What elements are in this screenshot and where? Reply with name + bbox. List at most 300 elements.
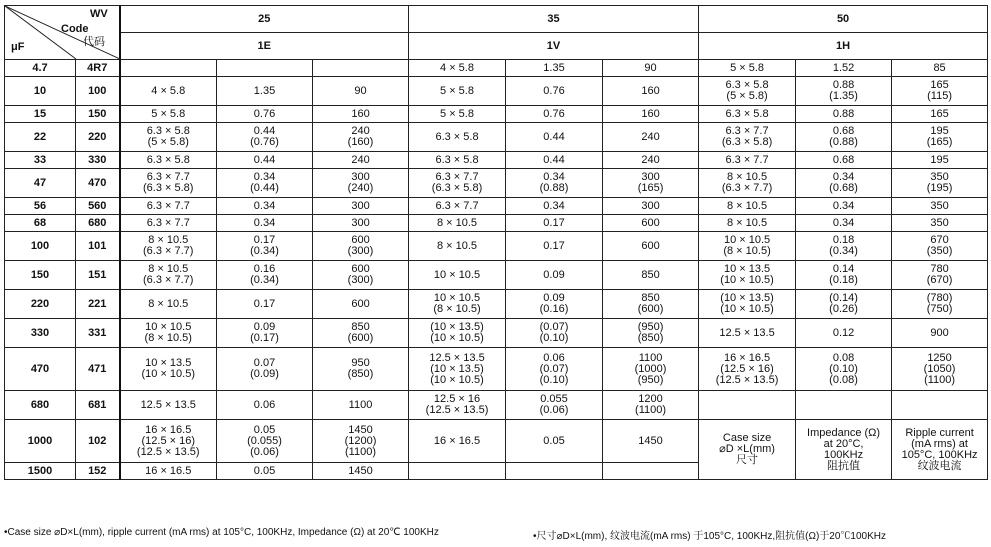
cell-value: 350 — [930, 171, 949, 183]
table-row — [5, 261, 988, 290]
cell-value: 165 — [930, 107, 949, 120]
impedance-cell-35v — [506, 77, 603, 106]
capacitance-cell: 22 — [5, 123, 76, 152]
table-row — [5, 420, 988, 463]
case-size-cell-25v — [120, 215, 217, 232]
cell-value: 12.5 × 13.5 — [140, 398, 196, 411]
ripple-current-cell-35v — [603, 198, 699, 215]
cell-value: 16 × 16.5 — [433, 434, 481, 447]
case-size-cell-25v — [120, 106, 217, 123]
case-size-cell-50v — [699, 198, 796, 215]
ripple-current-cell-35v — [603, 169, 699, 198]
case-size-cell-25v — [120, 77, 217, 106]
cell-value: 0.44 — [543, 130, 565, 143]
cell-value: 300 — [351, 216, 370, 229]
cell-value: (240) — [347, 182, 374, 194]
case-size-cell-25v — [120, 152, 217, 169]
cell-value: (0.34) — [250, 245, 279, 257]
table-row — [5, 169, 988, 198]
ripple-current-cell-35v — [603, 232, 699, 261]
cell-value: (0.10) — [829, 362, 858, 375]
cell-value: 6.3 × 5.8 — [146, 125, 190, 137]
impedance-cell-25v — [217, 169, 313, 198]
cell-value: (0.16) — [539, 303, 569, 315]
cell-value: 0.06 — [543, 351, 565, 364]
cell-value: 850 — [641, 268, 660, 281]
case-size-cell-35v — [409, 261, 506, 290]
cell-value: (12.5 × 16) — [720, 362, 774, 375]
case-size-cell-25v — [120, 261, 217, 290]
cell-value: (0.055) — [247, 434, 282, 447]
cell-value: (0.07) — [539, 321, 569, 333]
impedance-cell-35v — [506, 198, 603, 215]
cell-value: 5 × 5.8 — [151, 107, 186, 120]
case-size-cell-35v — [409, 152, 506, 169]
cell-value: 0.05 — [253, 464, 276, 477]
cell-value: 0.05 — [253, 423, 276, 436]
cell-value: 0.34 — [253, 199, 276, 212]
impedance-cell-50v — [796, 232, 892, 261]
ripple-current-cell-50v — [892, 391, 988, 420]
impedance-cell-50v — [796, 152, 892, 169]
code-cell: 560 — [76, 198, 120, 215]
cell-value: 0.68 — [832, 125, 855, 137]
impedance-cell-50v — [796, 319, 892, 348]
ripple-current-cell-25v — [313, 60, 409, 77]
cell-value: 0.17 — [543, 239, 565, 252]
cell-value: (0.44) — [250, 182, 279, 194]
cell-value: 300 — [351, 199, 370, 212]
case-size-cell-25v — [120, 463, 217, 480]
case-size-cell-35v — [409, 420, 506, 463]
cell-value: 6.3 × 7.7 — [146, 171, 190, 183]
cell-value: 0.44 — [543, 153, 565, 166]
cell-value: 10 × 10.5 — [433, 268, 481, 281]
cell-value: 8 × 10.5 — [148, 297, 189, 310]
cell-value: 5 × 5.8 — [730, 61, 765, 74]
cell-value: 4 × 5.8 — [151, 84, 186, 97]
ripple-current-cell-50v — [892, 261, 988, 290]
capacitance-cell: 33 — [5, 152, 76, 169]
capacitance-cell: 470 — [5, 348, 76, 391]
ripple-current-cell-50v — [892, 290, 988, 319]
cell-value: 950 — [351, 357, 370, 369]
impedance-cell-50v — [796, 261, 892, 290]
cell-value: (10 × 13.5) — [720, 292, 774, 304]
table-row — [5, 198, 988, 215]
cell-value: 0.18 — [832, 234, 855, 246]
code-header-1h: 1H — [699, 33, 988, 60]
case-size-cell-25v — [120, 348, 217, 391]
cell-value: 1450 — [638, 434, 663, 447]
cell-value: (0.07) — [539, 362, 569, 375]
ripple-current-cell-25v — [313, 420, 409, 463]
cell-value: 6.3 × 7.7 — [146, 199, 190, 212]
legend-ripple-current — [892, 420, 988, 480]
ripple-current-cell-25v — [313, 463, 409, 480]
cell-value: 0.08 — [832, 351, 855, 364]
code-cell: 102 — [76, 420, 120, 463]
case-size-cell-25v — [120, 232, 217, 261]
capacitor-spec-table — [4, 5, 988, 480]
capacitance-cell: 1000 — [5, 420, 76, 463]
case-size-cell-25v — [120, 290, 217, 319]
case-size-cell-25v — [120, 123, 217, 152]
cell-value: 6.3 × 7.7 — [725, 153, 769, 166]
cell-value: 5 × 5.8 — [440, 84, 474, 97]
cell-value: 1.35 — [253, 84, 276, 97]
cell-value: 0.07 — [253, 357, 276, 369]
legend-case-size — [699, 420, 796, 480]
case-size-cell-50v — [699, 391, 796, 420]
cell-value: 6.3 × 5.8 — [435, 153, 479, 166]
cell-value: (115) — [927, 90, 952, 102]
cell-value: (160) — [347, 136, 374, 148]
cell-value: (6.3 × 5.8) — [431, 182, 483, 194]
cell-value: 850 — [641, 292, 660, 304]
impedance-cell-35v — [506, 463, 603, 480]
ripple-current-cell-35v — [603, 77, 699, 106]
table-row — [5, 348, 988, 391]
table-row — [5, 215, 988, 232]
cell-value: (1100) — [635, 404, 667, 416]
cell-value: (1200) — [344, 434, 377, 447]
cell-value: (165) — [637, 182, 664, 194]
impedance-cell-50v — [796, 169, 892, 198]
impedance-cell-35v — [506, 391, 603, 420]
case-size-cell-50v — [699, 290, 796, 319]
cell-value: (780) — [926, 292, 953, 304]
cell-value: (0.14) — [829, 292, 858, 304]
impedance-cell-35v — [506, 420, 603, 463]
table-row — [5, 60, 988, 77]
capacitance-cell: 100 — [5, 232, 76, 261]
cell-value: 1100 — [638, 351, 663, 364]
code-cell: 330 — [76, 152, 120, 169]
table-row — [5, 152, 988, 169]
cell-value: (5 × 5.8) — [726, 90, 768, 102]
code-cn-label: 代码 — [83, 36, 105, 48]
cell-value: 1.35 — [543, 61, 565, 74]
capacitance-cell: 10 — [5, 77, 76, 106]
legend-line: (mA rms) at — [911, 437, 968, 450]
cell-value: (350) — [926, 245, 953, 257]
cell-value: 1200 — [638, 393, 663, 405]
cell-value: (10 × 10.5) — [141, 368, 195, 380]
cell-value: 16 × 16.5 — [145, 423, 192, 436]
case-size-cell-35v — [409, 169, 506, 198]
cell-value: (6.3 × 5.8) — [143, 182, 194, 194]
cell-value: (165) — [926, 136, 953, 148]
code-cell: 470 — [76, 169, 120, 198]
ripple-current-cell-35v — [603, 391, 699, 420]
cell-value: (8 × 10.5) — [144, 332, 192, 344]
cell-value: 0.34 — [253, 216, 276, 229]
ripple-current-cell-25v — [313, 215, 409, 232]
table-row — [5, 77, 988, 106]
ripple-current-cell-50v — [892, 198, 988, 215]
cell-value: 0.17 — [253, 234, 276, 246]
capacitance-cell: 56 — [5, 198, 76, 215]
code-cell: 152 — [76, 463, 120, 480]
cell-value: 0.76 — [543, 84, 565, 97]
cell-value: 300 — [641, 171, 660, 183]
ripple-current-cell-25v — [313, 169, 409, 198]
cell-value: 300 — [641, 199, 660, 212]
cell-value: (0.06) — [250, 445, 279, 458]
ripple-current-cell-50v — [892, 106, 988, 123]
ripple-current-cell-35v — [603, 152, 699, 169]
cell-value: (0.88) — [829, 136, 858, 148]
cell-value: (6.3 × 7.7) — [721, 182, 773, 194]
capacitance-cell: 1500 — [5, 463, 76, 480]
cell-value: 12.5 × 16 — [433, 393, 481, 405]
ripple-current-cell-50v — [892, 348, 988, 391]
cell-value: (1100) — [345, 445, 376, 458]
cell-value: 0.09 — [543, 292, 565, 304]
case-size-cell-50v — [699, 319, 796, 348]
ripple-current-cell-25v — [313, 261, 409, 290]
capacitance-cell: 15 — [5, 106, 76, 123]
case-size-cell-35v — [409, 232, 506, 261]
footnote-chinese: •尺寸⌀D×L(mm), 纹波电流(mA rms) 于105°C, 100KHz,阻抗值(Ω)于20℃100KHz — [533, 531, 886, 542]
cell-value: 300 — [351, 171, 370, 183]
cell-value: (6.3 × 7.7) — [143, 274, 194, 286]
impedance-cell-25v — [217, 215, 313, 232]
cell-value: 8 × 10.5 — [148, 263, 189, 275]
cell-value: 0.34 — [832, 171, 855, 183]
cell-value: (0.18) — [829, 274, 858, 286]
cell-value: (12.5 × 13.5) — [715, 373, 779, 386]
voltage-header-25: 25 — [120, 6, 409, 33]
impedance-cell-25v — [217, 290, 313, 319]
cell-value: 8 × 10.5 — [436, 216, 478, 229]
impedance-cell-50v — [796, 215, 892, 232]
legend-line: 105°C, 100KHz — [901, 448, 978, 461]
cell-value: 0.44 — [253, 153, 276, 166]
ripple-current-cell-50v — [892, 152, 988, 169]
cell-value: 1450 — [348, 464, 373, 477]
impedance-cell-50v — [796, 106, 892, 123]
legend-line: 纹波电流 — [917, 459, 962, 472]
impedance-cell-35v — [506, 123, 603, 152]
ripple-current-cell-35v — [603, 463, 699, 480]
impedance-cell-50v — [796, 198, 892, 215]
cell-value: 0.34 — [832, 216, 855, 229]
table-row — [5, 290, 988, 319]
cell-value: 900 — [930, 326, 949, 339]
case-size-cell-25v — [120, 198, 217, 215]
cell-value: 8 × 10.5 — [727, 216, 768, 229]
case-size-cell-50v — [699, 215, 796, 232]
code-cell: 681 — [76, 391, 120, 420]
cell-value: 16 × 16.5 — [723, 351, 771, 364]
cell-value: (0.10) — [539, 332, 569, 344]
cell-value: (0.68) — [829, 182, 858, 194]
impedance-cell-35v — [506, 232, 603, 261]
cell-value: 0.34 — [543, 199, 565, 212]
cell-value: 160 — [351, 107, 370, 120]
impedance-cell-25v — [217, 232, 313, 261]
cell-value: 90 — [644, 61, 657, 74]
ripple-current-cell-25v — [313, 106, 409, 123]
cell-value: 8 × 10.5 — [727, 171, 768, 183]
cell-value: (300) — [347, 245, 374, 257]
case-size-cell-35v — [409, 391, 506, 420]
ripple-current-cell-35v — [603, 290, 699, 319]
cell-value: (600) — [347, 332, 374, 344]
capacitance-cell: 220 — [5, 290, 76, 319]
impedance-cell-50v — [796, 60, 892, 77]
case-size-cell-25v — [120, 169, 217, 198]
cell-value: 8 × 10.5 — [436, 239, 478, 252]
impedance-cell-25v — [217, 319, 313, 348]
case-size-cell-25v — [120, 420, 217, 463]
impedance-cell-25v — [217, 391, 313, 420]
cell-value: 165 — [930, 79, 949, 91]
ripple-current-cell-25v — [313, 152, 409, 169]
cell-value: 670 — [930, 234, 949, 246]
cell-value: (0.34) — [829, 245, 858, 257]
cell-value: (10 × 10.5) — [720, 274, 774, 286]
impedance-cell-25v — [217, 348, 313, 391]
cell-value: 6.3 × 5.8 — [725, 107, 769, 120]
case-size-cell-50v — [699, 106, 796, 123]
code-cell: 331 — [76, 319, 120, 348]
cell-value: (0.08) — [829, 373, 858, 386]
cell-value: 0.34 — [253, 171, 276, 183]
legend-impedance — [796, 420, 892, 480]
cell-value: 0.05 — [543, 434, 565, 447]
cell-value: 12.5 × 13.5 — [429, 351, 485, 364]
legend-line: 阻抗值 — [827, 459, 861, 472]
cell-value: (1.35) — [829, 90, 858, 102]
impedance-cell-25v — [217, 420, 313, 463]
case-size-cell-35v — [409, 77, 506, 106]
cell-value: 600 — [641, 239, 660, 252]
impedance-cell-35v — [506, 169, 603, 198]
cell-value: 240 — [351, 153, 370, 166]
legend-line: ⌀D ×L(mm) — [719, 443, 775, 455]
cell-value: 600 — [351, 297, 370, 310]
cell-value: 1100 — [348, 398, 373, 411]
cell-value: 0.88 — [832, 79, 855, 91]
cell-value: 6.3 × 7.7 — [435, 199, 479, 212]
case-size-cell-35v — [409, 215, 506, 232]
table-row — [5, 319, 988, 348]
cell-value: (6.3 × 7.7) — [143, 245, 194, 257]
cell-value: 240 — [351, 125, 370, 137]
ripple-current-cell-35v — [603, 319, 699, 348]
ripple-current-cell-35v — [603, 261, 699, 290]
cell-value: 0.34 — [832, 199, 855, 212]
cell-value: (8 × 10.5) — [433, 303, 481, 315]
case-size-cell-25v — [120, 60, 217, 77]
cell-value: 12.5 × 13.5 — [719, 326, 775, 339]
ripple-current-cell-25v — [313, 290, 409, 319]
cell-value: (0.17) — [250, 332, 279, 344]
legend-line: Ripple current — [905, 426, 974, 439]
cell-value: 240 — [641, 130, 660, 143]
header-corner-cell — [5, 6, 120, 60]
impedance-cell-50v — [796, 348, 892, 391]
cell-value: 160 — [641, 107, 660, 120]
wv-label: WV — [90, 8, 108, 20]
capacitance-cell: 47 — [5, 169, 76, 198]
cell-value: 5 × 5.8 — [440, 107, 474, 120]
cell-value: 0.14 — [832, 263, 855, 275]
case-size-cell-35v — [409, 290, 506, 319]
cell-value: 0.34 — [543, 171, 565, 183]
code-cell: 150 — [76, 106, 120, 123]
ripple-current-cell-35v — [603, 106, 699, 123]
cell-value: (8 × 10.5) — [723, 245, 771, 257]
cell-value: 6.3 × 7.7 — [435, 171, 479, 183]
impedance-cell-50v — [796, 290, 892, 319]
cell-value: (600) — [637, 303, 664, 315]
impedance-cell-35v — [506, 348, 603, 391]
cell-value: (12.5 × 13.5) — [425, 404, 489, 416]
impedance-cell-25v — [217, 463, 313, 480]
impedance-cell-25v — [217, 123, 313, 152]
impedance-cell-25v — [217, 60, 313, 77]
impedance-cell-35v — [506, 261, 603, 290]
impedance-cell-25v — [217, 198, 313, 215]
cell-value: 4 × 5.8 — [440, 61, 474, 74]
case-size-cell-35v — [409, 106, 506, 123]
ripple-current-cell-50v — [892, 60, 988, 77]
code-cell: 220 — [76, 123, 120, 152]
cell-value: (0.26) — [829, 303, 858, 315]
ripple-current-cell-50v — [892, 215, 988, 232]
ripple-current-cell-50v — [892, 169, 988, 198]
case-size-cell-50v — [699, 152, 796, 169]
impedance-cell-50v — [796, 77, 892, 106]
cell-value: 0.76 — [253, 107, 276, 120]
case-size-cell-50v — [699, 60, 796, 77]
legend-line: Case size — [722, 432, 772, 444]
code-label: Code — [61, 23, 89, 35]
cell-value: (0.34) — [250, 274, 279, 286]
ripple-current-cell-50v — [892, 319, 988, 348]
cell-value: (950) — [637, 321, 664, 333]
ripple-current-cell-25v — [313, 198, 409, 215]
ripple-current-cell-35v — [603, 348, 699, 391]
cell-value: (6.3 × 5.8) — [721, 136, 773, 148]
cell-value: (10 × 10.5) — [430, 373, 484, 386]
cell-value: (850) — [637, 332, 664, 344]
case-size-cell-50v — [699, 348, 796, 391]
cell-value: (0.06) — [539, 404, 569, 416]
cell-value: (300) — [347, 274, 374, 286]
ripple-current-cell-50v — [892, 77, 988, 106]
cell-value: 10 × 10.5 — [433, 292, 481, 304]
cell-value: (12.5 × 13.5) — [136, 445, 200, 458]
cell-value: (10 × 13.5) — [430, 362, 484, 375]
ripple-current-cell-25v — [313, 348, 409, 391]
case-size-cell-50v — [699, 232, 796, 261]
cell-value: 0.055 — [540, 393, 568, 405]
cell-value: (0.76) — [250, 136, 279, 148]
cell-value: 10 × 10.5 — [145, 321, 192, 333]
legend-line: Impedance (Ω) — [807, 426, 881, 439]
code-header-1e: 1E — [120, 33, 409, 60]
impedance-cell-35v — [506, 152, 603, 169]
cell-value: (195) — [926, 182, 953, 194]
ripple-current-cell-25v — [313, 232, 409, 261]
capacitance-cell: 4.7 — [5, 60, 76, 77]
impedance-cell-25v — [217, 77, 313, 106]
